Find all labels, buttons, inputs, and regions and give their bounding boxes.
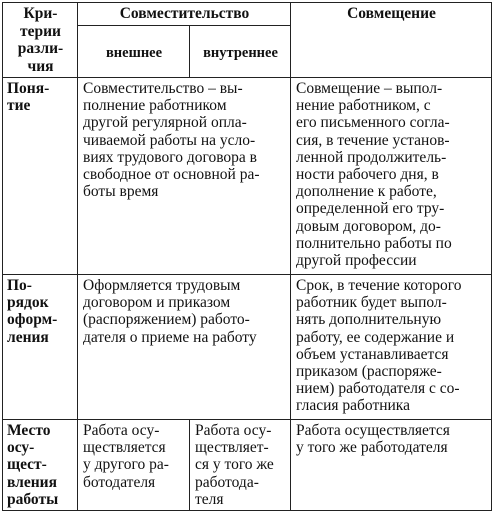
- row-procedure-combination: [291, 275, 492, 420]
- row-procedure-criterion: [3, 275, 78, 420]
- row-concept-part-time: [78, 78, 291, 275]
- internal-subheader-label: внутреннее: [203, 44, 278, 61]
- combination-header: [291, 3, 492, 78]
- comparison-table: [2, 2, 492, 511]
- row-concept-part-time-text: Совместительство – вы- полнение работником другой регулярной опла- чиваемой работы на усло- виях трудового договора в свободное от основной ра- боты время: [83, 80, 260, 201]
- row-place-criterion-label: Место осу- щест- вления работы: [7, 422, 59, 508]
- row-place-combination: [291, 420, 492, 511]
- row-concept-combination-text: Совмещение – выпол- нение работником, с его письменного согла- сия, в течение установ- ленной продолжитель- ности рабочего дня, в дополнение к работе, определенной его тру- довым договором, до- полнительно работы по другой профессии: [296, 80, 452, 270]
- row-concept-criterion: [3, 78, 78, 275]
- row-place-internal: [190, 420, 291, 511]
- row-place-criterion: [3, 420, 78, 511]
- row-procedure-part-time-text: Оформляется трудовым договором и приказом (распоряжением) работо- дателя о приеме на работу: [83, 277, 257, 346]
- row-place: [3, 420, 492, 511]
- row-procedure-combination-text: Срок, в течение которого работник будет выпол- нять дополнительную работу, ее содержание и объем устанавливается приказом (распоряже- нием) работодателя с со- гласия работника: [296, 277, 462, 415]
- row-concept-criterion-label: Поня- тие: [7, 80, 50, 115]
- row-place-external: [78, 420, 190, 511]
- row-procedure-criterion-label: По- рядок оформ- ления: [7, 277, 58, 346]
- header-row: [3, 3, 492, 26]
- external-subheader: [78, 26, 190, 78]
- criteria-header-label: Кри- терии разли- чия: [17, 5, 64, 75]
- row-concept-combination: [291, 78, 492, 275]
- row-place-internal-text: Работа осу- ществляет- ся у того же работода- теля: [195, 422, 274, 508]
- row-procedure-part-time: [78, 275, 291, 420]
- internal-subheader: [190, 26, 291, 78]
- part-time-header-label: Совместительство: [119, 5, 250, 22]
- combination-header-label: Совмещение: [347, 5, 436, 22]
- part-time-header: [78, 3, 291, 26]
- row-place-external-text: Работа осу- ществляется у другого ра- ботодателя: [83, 422, 169, 491]
- row-procedure: [3, 275, 492, 420]
- row-concept: [3, 78, 492, 275]
- criteria-header: [3, 3, 78, 78]
- external-subheader-label: внешнее: [105, 44, 163, 61]
- row-place-combination-text: Работа осуществляется у того же работодателя: [296, 422, 450, 457]
